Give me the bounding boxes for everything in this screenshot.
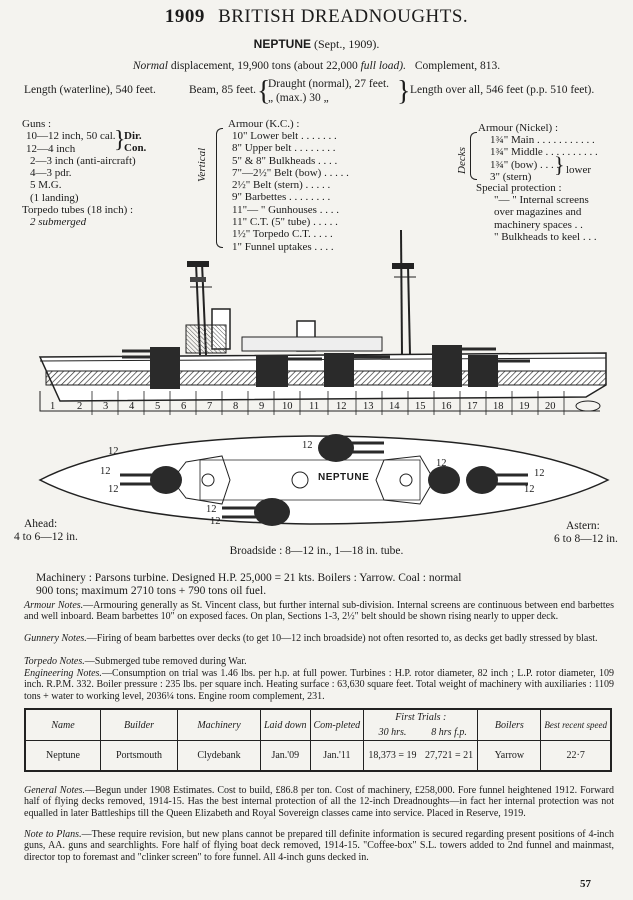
dircon-brace: }: [114, 127, 126, 153]
special-line: " Bulkheads to keel . . .: [494, 230, 597, 243]
gun-label: 12: [524, 484, 535, 495]
armour-line: 9" Barbettes . . . . . . . .: [232, 191, 331, 204]
cell-name: Neptune: [25, 741, 101, 771]
brace-right: }: [397, 76, 411, 107]
gunnery-notes-body: —Firing of beam barbettes over decks (to get 10—12 inch broadside) not often resorted to, as decks get badly stressed by blast.: [86, 633, 598, 644]
special-title: Special protection :: [476, 182, 562, 194]
gun-label: 12: [534, 468, 545, 479]
gun-label: 12: [108, 484, 119, 495]
machinery-line-1: Machinery : Parsons turbine. Designed H.P. 25,000 = 21 kts. Boilers : Yarrow. Coal : normal: [36, 572, 462, 584]
plan-ship-name: NEPTUNE: [318, 472, 370, 483]
cell-builder: Portsmouth: [101, 741, 178, 771]
ahead-label: Ahead:: [24, 518, 58, 530]
length-overall: Length over all, 546 feet (p.p. 510 feet).: [410, 84, 595, 96]
broadside-line: Broadside : 8—12 in., 1—18 in. tube.: [229, 545, 404, 557]
plans-notes: [24, 829, 614, 863]
th-laid-down: Laid down: [261, 709, 311, 741]
nickel-line: 1¾" Main . . . . . . . . . . .: [490, 134, 595, 146]
general-notes-head: General Notes.: [24, 785, 86, 796]
nickel-line: 1¾" Middle . . . . . . . . . .: [490, 146, 598, 159]
cell-trial-30: 18,373 = 19: [364, 741, 421, 771]
cell-best-speed: 22·7: [541, 741, 611, 771]
torpedo-notes: [24, 656, 614, 667]
section-number: 2: [77, 401, 83, 412]
gun-label: 12: [206, 504, 217, 515]
armour-line: 7"—2½" Belt (bow) . . . . .: [232, 166, 349, 179]
torpedo-notes-head: Torpedo Notes.: [24, 656, 85, 667]
cell-laid-down: Jan.'09: [261, 741, 311, 771]
section-number: 7: [207, 401, 213, 412]
section-number: 20: [545, 401, 556, 412]
page-header: [0, 6, 633, 28]
astern-label: Astern:: [566, 520, 600, 532]
header-title: BRITISH DREADNOUGHTS.: [218, 6, 469, 27]
gun-line: (1 landing): [30, 191, 79, 204]
header-year: 1909: [164, 6, 205, 27]
plans-notes-head: Note to Plans.: [24, 829, 82, 840]
section-number: 15: [415, 401, 426, 412]
section-number: 11: [309, 401, 320, 412]
th-30hrs: 30 hrs.: [364, 725, 421, 741]
th-boilers: Boilers: [478, 709, 541, 741]
torpedo-line: 2 submerged: [30, 216, 87, 229]
section-number: 6: [181, 401, 187, 412]
decks-label: Decks: [456, 147, 468, 174]
special-line: machinery spaces . .: [494, 218, 583, 231]
general-notes: [24, 785, 614, 819]
th-machinery: Machinery: [178, 709, 261, 741]
section-number: 16: [441, 401, 452, 412]
length-waterline: Length (waterline), 540 feet.: [24, 84, 156, 96]
engineering-notes: [24, 668, 614, 702]
nickel-line: 1¾" (bow) . . . .: [490, 158, 560, 171]
beam: Beam, 85 feet.: [189, 84, 257, 96]
cell-completed: Jan.'11: [310, 741, 364, 771]
section-number: 10: [282, 401, 293, 412]
cell-boilers: Yarrow: [478, 741, 541, 771]
section-number: 18: [493, 401, 504, 412]
section-number: 19: [519, 401, 530, 412]
gun-label: 12: [302, 440, 313, 451]
th-completed: Com-pleted: [310, 709, 364, 741]
section-number: 9: [259, 401, 265, 412]
ship-plan-drawing: [0, 420, 633, 540]
armour-line: 1" Funnel uptakes . . . .: [232, 240, 334, 253]
special-line: over magazines and: [494, 206, 582, 219]
mainmast: [392, 230, 416, 355]
lower-brace: }: [554, 152, 565, 177]
section-number: 8: [233, 401, 239, 412]
torpedo-notes-body: —Submerged tube removed during War.: [84, 656, 247, 667]
gun-label: 12: [210, 516, 221, 527]
general-notes-body: —Begun under 1908 Estimates. Cost to build, £86.8 per ton. Cost of machinery, £258,000. Fore funnel heightened 1912. Forward half of flying decks removed, 1914-15. Has the best internal protection of all the 12-inch Dreadnoughts—in fact her internal protection was not equalled in later Battleships till the Queen Elizabeth and Royal Sovereign classes came into service. Placed in Reserve, 1919.: [24, 785, 615, 819]
armour-line: 8" Upper belt . . . . . . . .: [232, 142, 336, 155]
th-builder: Builder: [101, 709, 178, 741]
engineering-notes-body: —Consumption on trial was 1.46 lbs. per h.p. at full power. Turbines : H.P. rotor diameter, 82 inch ; L.P. rotor diameter, 109 inch. R.P.M. 332. Boiler pressure : 235 lbs. per square inch. Heating surface : 63,630 square feet. Total weight of machinery with auxiliaries : 1109 tons + water to working level, 2036¼ tons. Engine room complement, 231.: [24, 668, 614, 702]
section-number: 14: [389, 401, 400, 412]
displacement-full: full load).: [360, 60, 406, 72]
con-label: Con.: [124, 142, 147, 154]
armour-nickel-title: Armour (Nickel) :: [478, 122, 559, 134]
plans-notes-body: —These require revision, but new plans cannot be prepared till definite information is secured regarding present positions of 4-inch guns, AA. guns and searchlights. Fore half of flying boat deck removed, 1914-15. "Coffee-box" S.L. towers added to 2nd funnel and mainmast, director top to foremast and "clinker screen" to fore funnel. All 4-inch guns decked in.: [24, 829, 614, 863]
ship-title: [0, 38, 633, 51]
gunnery-notes-head: Gunnery Notes.: [24, 633, 87, 644]
armour-line: 11"— " Gunhouses . . . .: [232, 203, 339, 216]
decks-brace: [470, 132, 477, 180]
armour-notes-head: Armour Notes.: [24, 600, 84, 611]
engineering-notes-head: Engineering Notes.: [24, 668, 102, 679]
section-number: 17: [467, 401, 478, 412]
vertical-label: Vertical: [196, 147, 208, 182]
section-number: 5: [155, 401, 161, 412]
displacement-line: [0, 60, 633, 73]
section-number: 1: [50, 401, 56, 412]
cell-machinery: Clydebank: [178, 741, 261, 771]
gun-label: 12: [100, 466, 111, 477]
draught-normal: Draught (normal), 27 feet.: [268, 78, 390, 90]
armour-kc-title: Armour (K.C.) :: [228, 118, 300, 130]
gun-line: 5 M.G.: [30, 179, 62, 192]
gun-line: 12—4 inch: [26, 142, 76, 155]
machinery-line-2: 900 tons; maximum 2710 tons + 790 tons oil fuel.: [36, 585, 267, 597]
armour-notes: [24, 600, 614, 623]
trials-table: [24, 708, 612, 772]
ship-date: (Sept., 1909).: [314, 37, 380, 51]
th-name: Name: [25, 709, 101, 741]
section-number: 12: [336, 401, 347, 412]
gun-line: 4—3 pdr.: [30, 167, 72, 180]
lower-label: lower: [566, 164, 592, 176]
draught-max: „ (max.) 30 „: [268, 92, 329, 104]
page-number: 57: [580, 878, 591, 890]
section-numbers: [0, 401, 633, 415]
ship-name: NEPTUNE: [253, 37, 311, 51]
dir-label: Dir.: [124, 130, 142, 142]
brace-left: {: [257, 76, 271, 107]
section-number: 4: [129, 401, 135, 412]
armour-line: 5" & 8" Bulkheads . . . .: [232, 154, 338, 167]
displacement-text: displacement, 19,900 tons (about 22,000: [170, 60, 358, 72]
displacement-prefix: Normal: [132, 60, 168, 72]
section-number: 13: [363, 401, 374, 412]
gun-line: 10—12 inch, 50 cal.: [26, 130, 116, 143]
gun-label: 12: [436, 458, 447, 469]
armour-line: 1½" Torpedo C.T. . . . .: [232, 228, 333, 241]
th-8hrs: 8 hrs f.p.: [421, 725, 478, 741]
th-best-speed: Best recent speed: [541, 709, 611, 741]
cell-trial-8: 27,721 = 21: [421, 741, 478, 771]
gun-label: 12: [108, 446, 119, 457]
guns-title: Guns :: [22, 118, 52, 130]
armour-line: 10" Lower belt . . . . . . .: [232, 130, 337, 142]
nickel-line: 3" (stern): [490, 170, 532, 183]
armour-line: 2½" Belt (stern) . . . . .: [232, 179, 331, 192]
gun-line: 2—3 inch (anti-aircraft): [30, 154, 136, 167]
ship-profile-drawing: [0, 225, 633, 425]
armour-notes-body: —Armouring generally as St. Vincent class, but further internal sub-division. Internal screens are continuous between end barbettes and well inboard. Beam barbettes 10" on exposed faces. On plan, Sections 1-3, 2½" belt should be shown rising nearly to upper deck.: [24, 600, 614, 623]
special-line: "— " Internal screens: [494, 194, 589, 206]
astern-value: 6 to 8—12 in.: [554, 533, 618, 545]
armour-line: 11" C.T. (5" tube) . . . . .: [232, 216, 338, 229]
gunnery-notes: [24, 633, 614, 644]
torpedo-title: Torpedo tubes (18 inch) :: [22, 204, 134, 217]
complement: Complement, 813.: [414, 60, 501, 72]
ahead-value: 4 to 6—12 in.: [14, 531, 78, 543]
th-first-trials: First Trials :: [364, 709, 478, 725]
section-number: 3: [103, 401, 109, 412]
